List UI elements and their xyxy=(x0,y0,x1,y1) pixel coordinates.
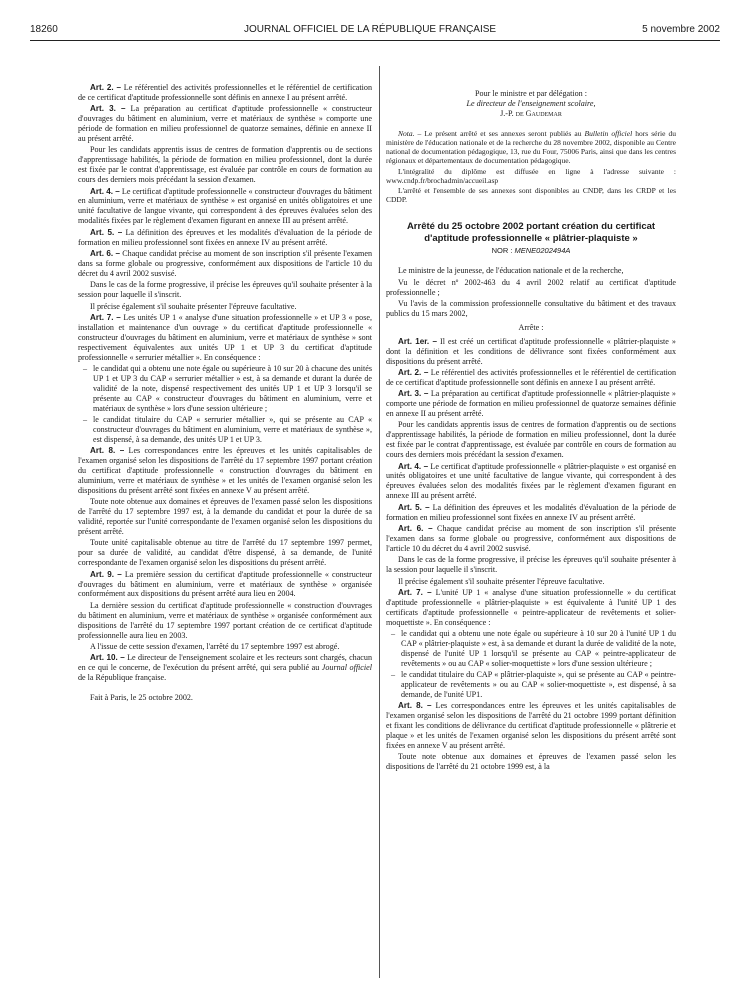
article-text: de la République française. xyxy=(78,673,167,683)
journal-name: Journal officiel xyxy=(321,663,372,673)
paragraph: A l'issue de cette session d'examen, l'arrêté du 17 septembre 1997 est abrogé. xyxy=(90,641,340,651)
column-divider xyxy=(379,66,380,978)
article-list xyxy=(78,364,372,445)
article xyxy=(78,228,372,248)
article-text: La préparation au certificat d'aptitude professionnelle « plâtrier-plaquiste » comporte une période de formation en milieu professionnel de quatorze semaines définie en annexe II au présent arrêté. xyxy=(386,389,676,419)
article-text: Chaque candidat précise au moment de son inscription s'il présente l'examen dans sa forme globale ou progressive, conformément aux dispositions de l'article 10 du décret du 4 avril 2002 susvisé. xyxy=(386,524,676,553)
article xyxy=(386,701,676,751)
list-item: – le candidat qui a obtenu une note égale ou supérieure à 10 sur 20 à chacune des unités UP 1 et UP 3 du CAP « serrurier métallier » est, à sa demande et durant la durée de validité de la note, dispensé respectivement des unités UP 1 et UP 3 lorsqu'il se présente au CAP « constructeur d'ouvrages du bâtiment en aluminium, verre et matériaux de synthèse » lors d'une session ultérieure ; xyxy=(78,364,372,414)
article-label: Art. 4. – xyxy=(398,461,429,471)
article-text: La définition des épreuves et les modalités d'évaluation de la période de formation en milieu professionnel sont fixées en annexe IV au présent arrêté. xyxy=(78,227,372,247)
article-text: Il est créé un certificat d'aptitude professionnelle « plâtrier-plaquiste » dont la définition et les conditions de délivrance sont fixées conformément aux dispositions du présent arrêté. xyxy=(386,336,676,366)
article-label: Art. 2. – xyxy=(90,83,122,92)
article-text: L'unité UP 1 « analyse d'une situation professionnelle » du certificat d'aptitude professionnelle « plâtrier-plaquiste » est équivalente à l'unité UP 1 des certificats d'aptitude professionnelle « peintre-applicateur de revêtements et solier-moquettiste ». En conséquence : xyxy=(386,587,676,627)
signature-name: J.-P. de Gaudemar xyxy=(500,108,562,118)
article-text: Le référentiel des activités professionnelles et le référentiel de certification de ce certificat d'aptitude professionnelle sont définis en annexe I au présent arrêté. xyxy=(386,367,676,387)
article-label: Art. 4. – xyxy=(90,186,120,196)
paragraph: Toute note obtenue aux domaines et épreuves de l'examen passé selon les dispositions de l'arrêté du 21 octobre 1999 est, à la xyxy=(386,752,676,772)
article-label: Art. 3. – xyxy=(90,104,126,114)
paragraph: Pour les candidats apprentis issus de centres de formation d'apprentis ou de sections d'apprentissage habilités, la période de formation en milieu professionnel, dont la durée est fixée par le contrat d'apprentissage, est évaluée par contrôle en cours de formation au cours des derniers mois précédant la session d'examen. xyxy=(78,145,372,185)
paragraph: Pour les candidats apprentis issus de centres de formation d'apprentis ou de sections d'apprentissage habilités, la période de formation en milieu professionnel, dont la durée est fixée par le contrat d'apprentissage, est évaluée par contrôle en cours de formation au cours des derniers mois précédant la session d'examen. xyxy=(386,420,676,460)
bulletin-name: Bulletin officiel xyxy=(584,128,633,138)
list-item: – le candidat titulaire du CAP « serrurier métallier », qui se présente au CAP « constructeur d'ouvrages du bâtiment en aluminium, verre et matériaux de synthèse », est dispensé, à sa demande, des unités UP 1 et UP 3. xyxy=(78,415,372,445)
article xyxy=(78,653,372,683)
article xyxy=(386,524,676,554)
nota-label: Nota. – xyxy=(398,128,422,138)
article-text: Les unités UP 1 « analyse d'une situation professionnelle » et UP 3 « pose, installation et maintenance d'un ouvrage » du certificat d'aptitude professionnelle « constructeur d'ouvrages du bâtiment en aluminium, verre et matériaux de synthèse » sont respectivement équivalentes aux unités UP 1 et UP 3 du certificat d'aptitude professionnelle « serrurier métallier ». En conséquence : xyxy=(78,312,372,362)
article xyxy=(386,389,676,419)
paragraph: Le ministre de la jeunesse, de l'éducation nationale et de la recherche, xyxy=(398,266,624,276)
page-number: 18260 xyxy=(30,24,58,35)
article xyxy=(78,187,372,227)
page-header xyxy=(30,24,720,38)
article-label: Art. 6. – xyxy=(90,249,121,258)
article-text: Les correspondances entre les épreuves et les unités capitalisables de l'examen organisé selon les dispositions de l'arrêté du 21 octobre 1999 portant définition et fixant les conditions de délivrance du certificat d'aptitude professionnelle « plâtrerie et plaque » et les unités de l'examen organisé selon les dispositions du présent arrêté sont fixées en annexe V au présent arrêté. xyxy=(386,701,676,751)
article xyxy=(386,588,676,628)
article xyxy=(386,462,676,502)
signature-block xyxy=(386,89,676,119)
article-label: Art. 9. – xyxy=(90,569,122,579)
article-text: Le certificat d'aptitude professionnelle « constructeur d'ouvrages du bâtiment en aluminium, verre et matériaux de synthèse » est organisé en unités obligatoires et une unité facultative de langue vivante, qui correspondent à des épreuves évaluées selon des modalités fixées par le règlement d'examen figurant en annexe III au présent arrêté. xyxy=(78,186,372,226)
article-label: Art. 7. – xyxy=(90,312,121,322)
article-text: La préparation au certificat d'aptitude professionnelle « constructeur d'ouvrages du bâtiment en aluminium, verre et matériaux de synthèse » comporte une période de formation en milieu professionnel de quatorze semaines, définie en annexe II au présent arrêté. xyxy=(78,104,372,144)
arrete-heading: Arrête : xyxy=(518,322,544,332)
article-label: Art. 7. – xyxy=(398,587,432,597)
article-label: Art. 8. – xyxy=(398,701,432,711)
article xyxy=(386,503,676,523)
decree-title: Arrêté du 25 octobre 2002 portant création du certificat d'aptitude professionnelle « plâtrier-plaquiste » xyxy=(406,221,656,244)
article xyxy=(78,104,372,144)
article-text: Le directeur de l'enseignement scolaire et les recteurs sont chargés, chacun en ce qui le concerne, de l'exécution du présent arrêté, qui sera publié au xyxy=(78,653,372,673)
article xyxy=(386,337,676,367)
journal-title: JOURNAL OFFICIEL DE LA RÉPUBLIQUE FRANÇAISE xyxy=(244,24,497,35)
header-rule xyxy=(30,40,720,41)
publication-date: 5 novembre 2002 xyxy=(642,24,720,35)
article-label: Art. 6. – xyxy=(398,524,433,533)
paragraph: Dans le cas de la forme progressive, il précise les épreuves qu'il souhaite présenter à la session pour laquelle il s'inscrit. xyxy=(386,555,676,575)
article-text: Le référentiel des activités professionnelles et le référentiel de certification de ce certificat d'aptitude professionnelle sont définis en annexe I au présent arrêté. xyxy=(78,83,372,102)
nor-code: MENE0202494A xyxy=(514,246,571,256)
list-item: – le candidat titulaire du CAP « plâtrier-plaquiste », qui se présente au CAP « peintre-applicateur de revêtements » ou au CAP « solier-moquettiste », est dispensé, à sa demande, de l'unité UP1. xyxy=(386,670,676,700)
article-text: Le certificat d'aptitude professionnelle « plâtrier-plaquiste » est organisé en unités obligatoires et une unité facultative de langue vivante, qui correspondent à des épreuves évaluées selon des modalités fixées par le règlement d'examen figurant en annexe III au présent arrêté. xyxy=(386,461,676,501)
paragraph: Vu le décret nº 2002-463 du 4 avril 2002 relatif au certificat d'aptitude professionnelle ; xyxy=(386,277,676,297)
right-column xyxy=(386,83,676,772)
paragraph: Toute unité capitalisable obtenue au titre de l'arrêté du 17 septembre 1997 permet, pour sa durée de validité, au candidat d'être dispensé, à sa demande, de l'unité correspondante de l'examen organisé selon les dispositions du présent arrêté. xyxy=(78,538,372,568)
paragraph: Toute note obtenue aux domaines et épreuves de l'examen passé selon les dispositions de l'arrêté du 17 septembre 1997 est, à la demande du candidat et pour la durée de sa validité, reportée sur l'unité correspondante de l'examen organisé selon les dispositions du présent arrêté. xyxy=(78,497,372,536)
article-text: Les correspondances entre les épreuves et les unités capitalisables de l'examen organisé selon les dispositions de l'arrêté du 17 septembre 1997 portant création du certificat d'aptitude professionnelle « construction d'ouvrages du bâtiment en aluminium, verre et matériaux de synthèse » et les unités de l'examen organisé selon les dispositions du présent arrêté sont fixées en annexe V au présent arrêté. xyxy=(78,446,372,495)
article xyxy=(78,313,372,363)
article-label: Art. 1er. – xyxy=(398,336,437,346)
article-list xyxy=(386,629,676,700)
signature-line: Pour le ministre et par délégation : xyxy=(475,89,587,98)
article-label: Art. 5. – xyxy=(398,502,430,512)
article xyxy=(78,249,372,279)
paragraph: La dernière session du certificat d'aptitude professionnelle « construction d'ouvrages du bâtiment en aluminium, verre et matériaux de synthèse » organisée conformément aux dispositions de l'arrêté du 17 septembre 1997 portant création de ce certificat d'aptitude professionnelle aura lieu en 2003. xyxy=(78,600,372,640)
left-column xyxy=(78,83,372,704)
nota-block xyxy=(386,129,676,205)
article-label: Art. 8. – xyxy=(90,446,125,456)
article-label: Art. 10. – xyxy=(90,653,125,663)
article-label: Art. 3. – xyxy=(398,389,429,399)
article-label: Art. 2. – xyxy=(398,367,429,377)
paragraph: Dans le cas de la forme progressive, il précise les épreuves qu'il souhaite présenter à la session pour laquelle il s'inscrit. xyxy=(78,280,372,300)
article-text: Chaque candidat précise au moment de son inscription s'il présente l'examen dans sa forme globale ou progressive, conformément aux dispositions de l'article 10 du décret du 4 avril 2002 susvisé. xyxy=(78,249,372,278)
paragraph: Il précise également s'il souhaite présenter l'épreuve facultative. xyxy=(398,576,605,586)
article-text: La définition des épreuves et les modalités d'évaluation de la période de formation en milieu professionnel sont fixées en annexe IV au présent arrêté. xyxy=(386,502,676,522)
nor-reference: NOR : MENE0202494A xyxy=(491,246,571,256)
nota-paragraph: L'arrêté et l'ensemble de ses annexes sont disponibles au CNDP, dans les CRDP et les CDDP. xyxy=(386,185,676,205)
article-label: Art. 5. – xyxy=(90,227,123,237)
article xyxy=(386,368,676,388)
paragraph: Il précise également s'il souhaite présenter l'épreuve facultative. xyxy=(90,301,297,311)
paragraph: Vu l'avis de la commission professionnelle consultative du bâtiment et des travaux publics du 15 mars 2002, xyxy=(386,298,676,318)
article xyxy=(78,83,372,103)
article xyxy=(78,446,372,496)
article xyxy=(78,570,372,600)
list-item: – le candidat qui a obtenu une note égale ou supérieure à 10 sur 20 à l'unité UP 1 du CAP « plâtrier-plaquiste » est, à sa demande et durant la durée de validité de la note, dispensé de l'unité UP 1 lorsqu'il se présente au CAP « peintre-applicateur de revêtements » ou au CAP « solier-moquettiste » lors d'une session ultérieure ; xyxy=(386,629,676,669)
nota-paragraph: Nota. – Le présent arrêté et ses annexes seront publiés au Bulletin officiel hors série du ministère de l'éducation nationale et de la recherche du 28 novembre 2002, disponible au Centre national de documentation pédagogique, 13, rue du Four, 75006 Paris, ainsi que dans les centres régionaux et départementaux de documentation pédagogique. xyxy=(386,128,676,166)
nota-paragraph: L'intégralité du diplôme est diffusée en ligne à l'adresse suivante : www.cndp.fr/brochadmin/accueil.asp xyxy=(386,166,676,185)
article-text: La première session du certificat d'aptitude professionnelle « constructeur d'ouvrages du bâtiment en aluminium, verre et matériaux de synthèse » organisée conformément aux dispositions du présent arrêté aura lieu en 2004. xyxy=(78,569,372,599)
signature-role: Le directeur de l'enseignement scolaire, xyxy=(466,98,596,108)
signature-date: Fait à Paris, le 25 octobre 2002. xyxy=(90,692,193,702)
